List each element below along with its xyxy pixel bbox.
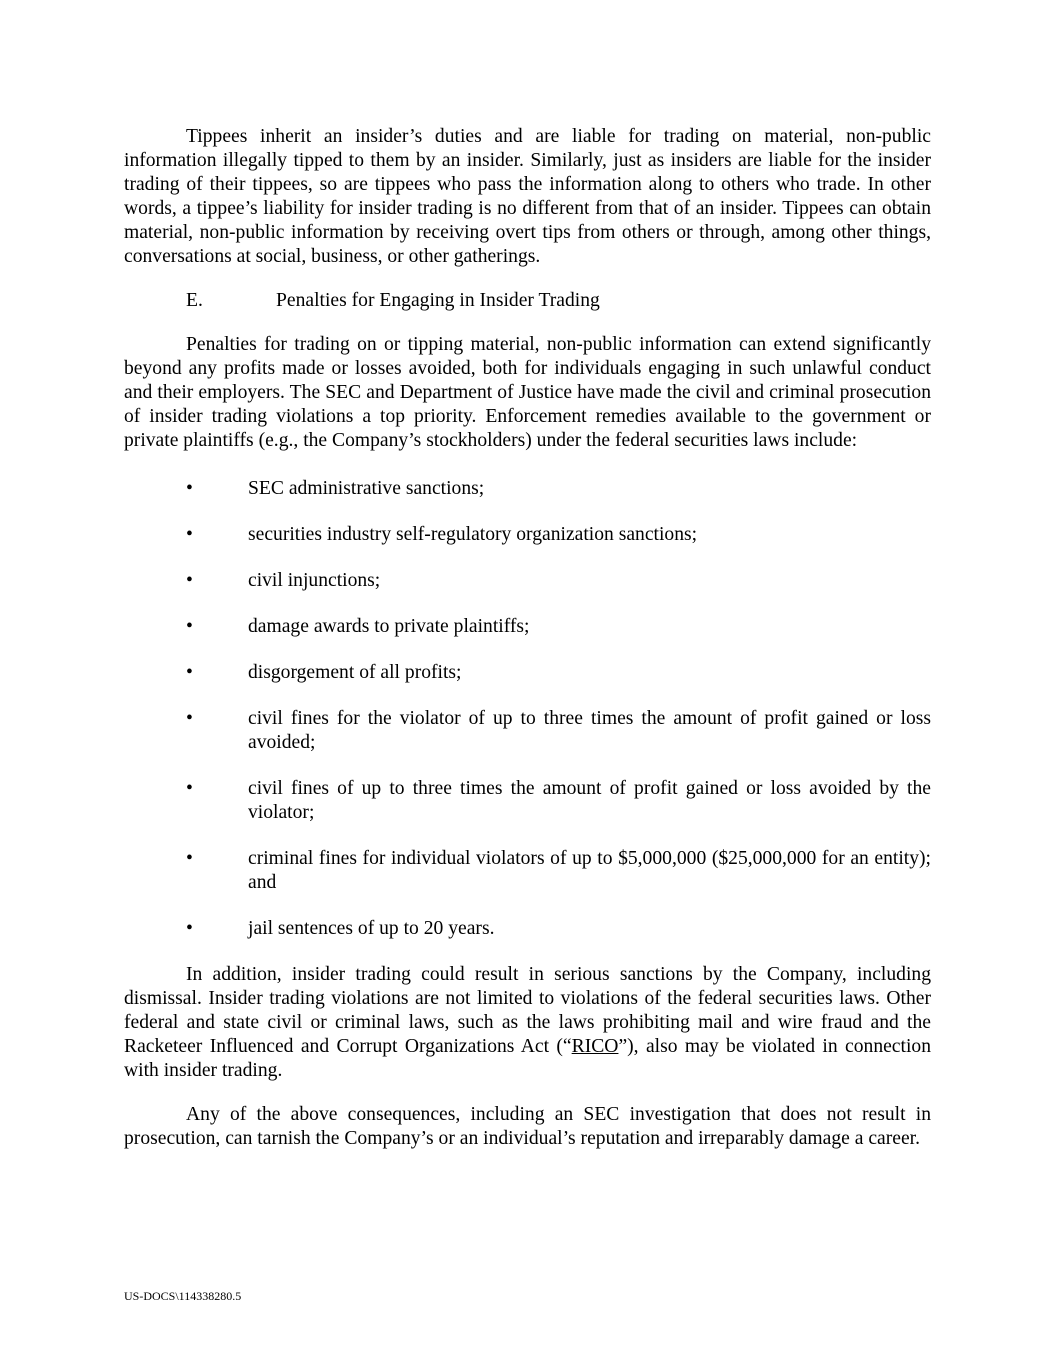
bullet-icon: •	[186, 478, 193, 499]
list-item-text: disgorgement of all profits;	[248, 662, 462, 683]
paragraph-tippees: Tippees inherit an insider’s duties and are liable for trading on material, non-public information illegally tipped to them by an insider. Similarly, just as insiders are liable for the insider trading of their tippees, so are tippees who pass the information along to others who trade. In other words, a tippee’s liability for insider trading is no different from that of an insider. Tippees can obtain material, non-public information by receiving overt tips from others or through, among other things, conversations at social, business, or other gatherings.	[124, 126, 931, 267]
list-item-text: securities industry self-regulatory organization sanctions;	[248, 524, 698, 545]
bullet-icon: •	[186, 708, 193, 729]
section-title: Penalties for Engaging in Insider Trading	[276, 290, 600, 311]
list-item-text: SEC administrative sanctions;	[248, 478, 485, 499]
list-item	[124, 615, 931, 639]
list-item-text: jail sentences of up to 20 years.	[248, 918, 495, 939]
bullet-icon: •	[186, 570, 193, 591]
list-item	[124, 477, 931, 501]
list-item-text: civil fines of up to three times the amount of profit gained or loss avoided by the violator;	[248, 778, 931, 823]
paragraph-penalties: Penalties for trading on or tipping material, non-public information can extend significantly beyond any profits made or losses avoided, both for individuals engaging in such unlawful conduct and their employers. The SEC and Department of Justice have made the civil and criminal prosecution of insider trading violations a top priority. Enforcement remedies available to the government or private plaintiffs (e.g., the Company’s stockholders) under the federal securities laws include:	[124, 334, 931, 451]
list-item-text: civil injunctions;	[248, 570, 381, 591]
paragraph-sanctions-text-end: ”), also may be violated in connection with insider trading.	[124, 1036, 931, 1081]
footer-doc-id: US-DOCS\114338280.5	[124, 1289, 242, 1303]
list-item-text: damage awards to private plaintiffs;	[248, 616, 530, 637]
bullet-icon: •	[186, 662, 193, 683]
paragraph-sanctions	[124, 963, 931, 1083]
document-body	[124, 125, 931, 1151]
defined-term-rico: RICO	[571, 1036, 619, 1057]
paragraph-sanctions-text: In addition, insider trading could result in serious sanctions by the Company, including dismissal. Insider trading violations are not limited to violations of the federal securities laws. Other federal and state civil or criminal laws, such as the laws prohibiting mail and wire fraud and the Racketeer Influenced and Corrupt Organizations Act (“	[124, 964, 931, 1057]
list-item-text: criminal fines for individual violators of up to $5,000,000 ($25,000,000 for an entity); and	[248, 848, 931, 893]
list-item	[124, 847, 931, 895]
section-heading	[124, 289, 931, 313]
list-item	[124, 777, 931, 825]
list-item-text: civil fines for the violator of up to three times the amount of profit gained or loss avoided;	[248, 708, 931, 753]
list-item	[124, 661, 931, 685]
list-item	[124, 523, 931, 547]
bullet-icon: •	[186, 918, 193, 939]
list-item	[124, 707, 931, 755]
bullet-icon: •	[186, 524, 193, 545]
paragraph-consequences: Any of the above consequences, including an SEC investigation that does not result in prosecution, can tarnish the Company’s or an individual’s reputation and irreparably damage a career.	[124, 1104, 931, 1149]
bullet-icon: •	[186, 778, 193, 799]
section-number: E.	[186, 290, 203, 311]
bullet-icon: •	[186, 848, 193, 869]
penalty-list	[124, 477, 931, 941]
list-item	[124, 569, 931, 593]
list-item	[124, 917, 931, 941]
bullet-icon: •	[186, 616, 193, 637]
